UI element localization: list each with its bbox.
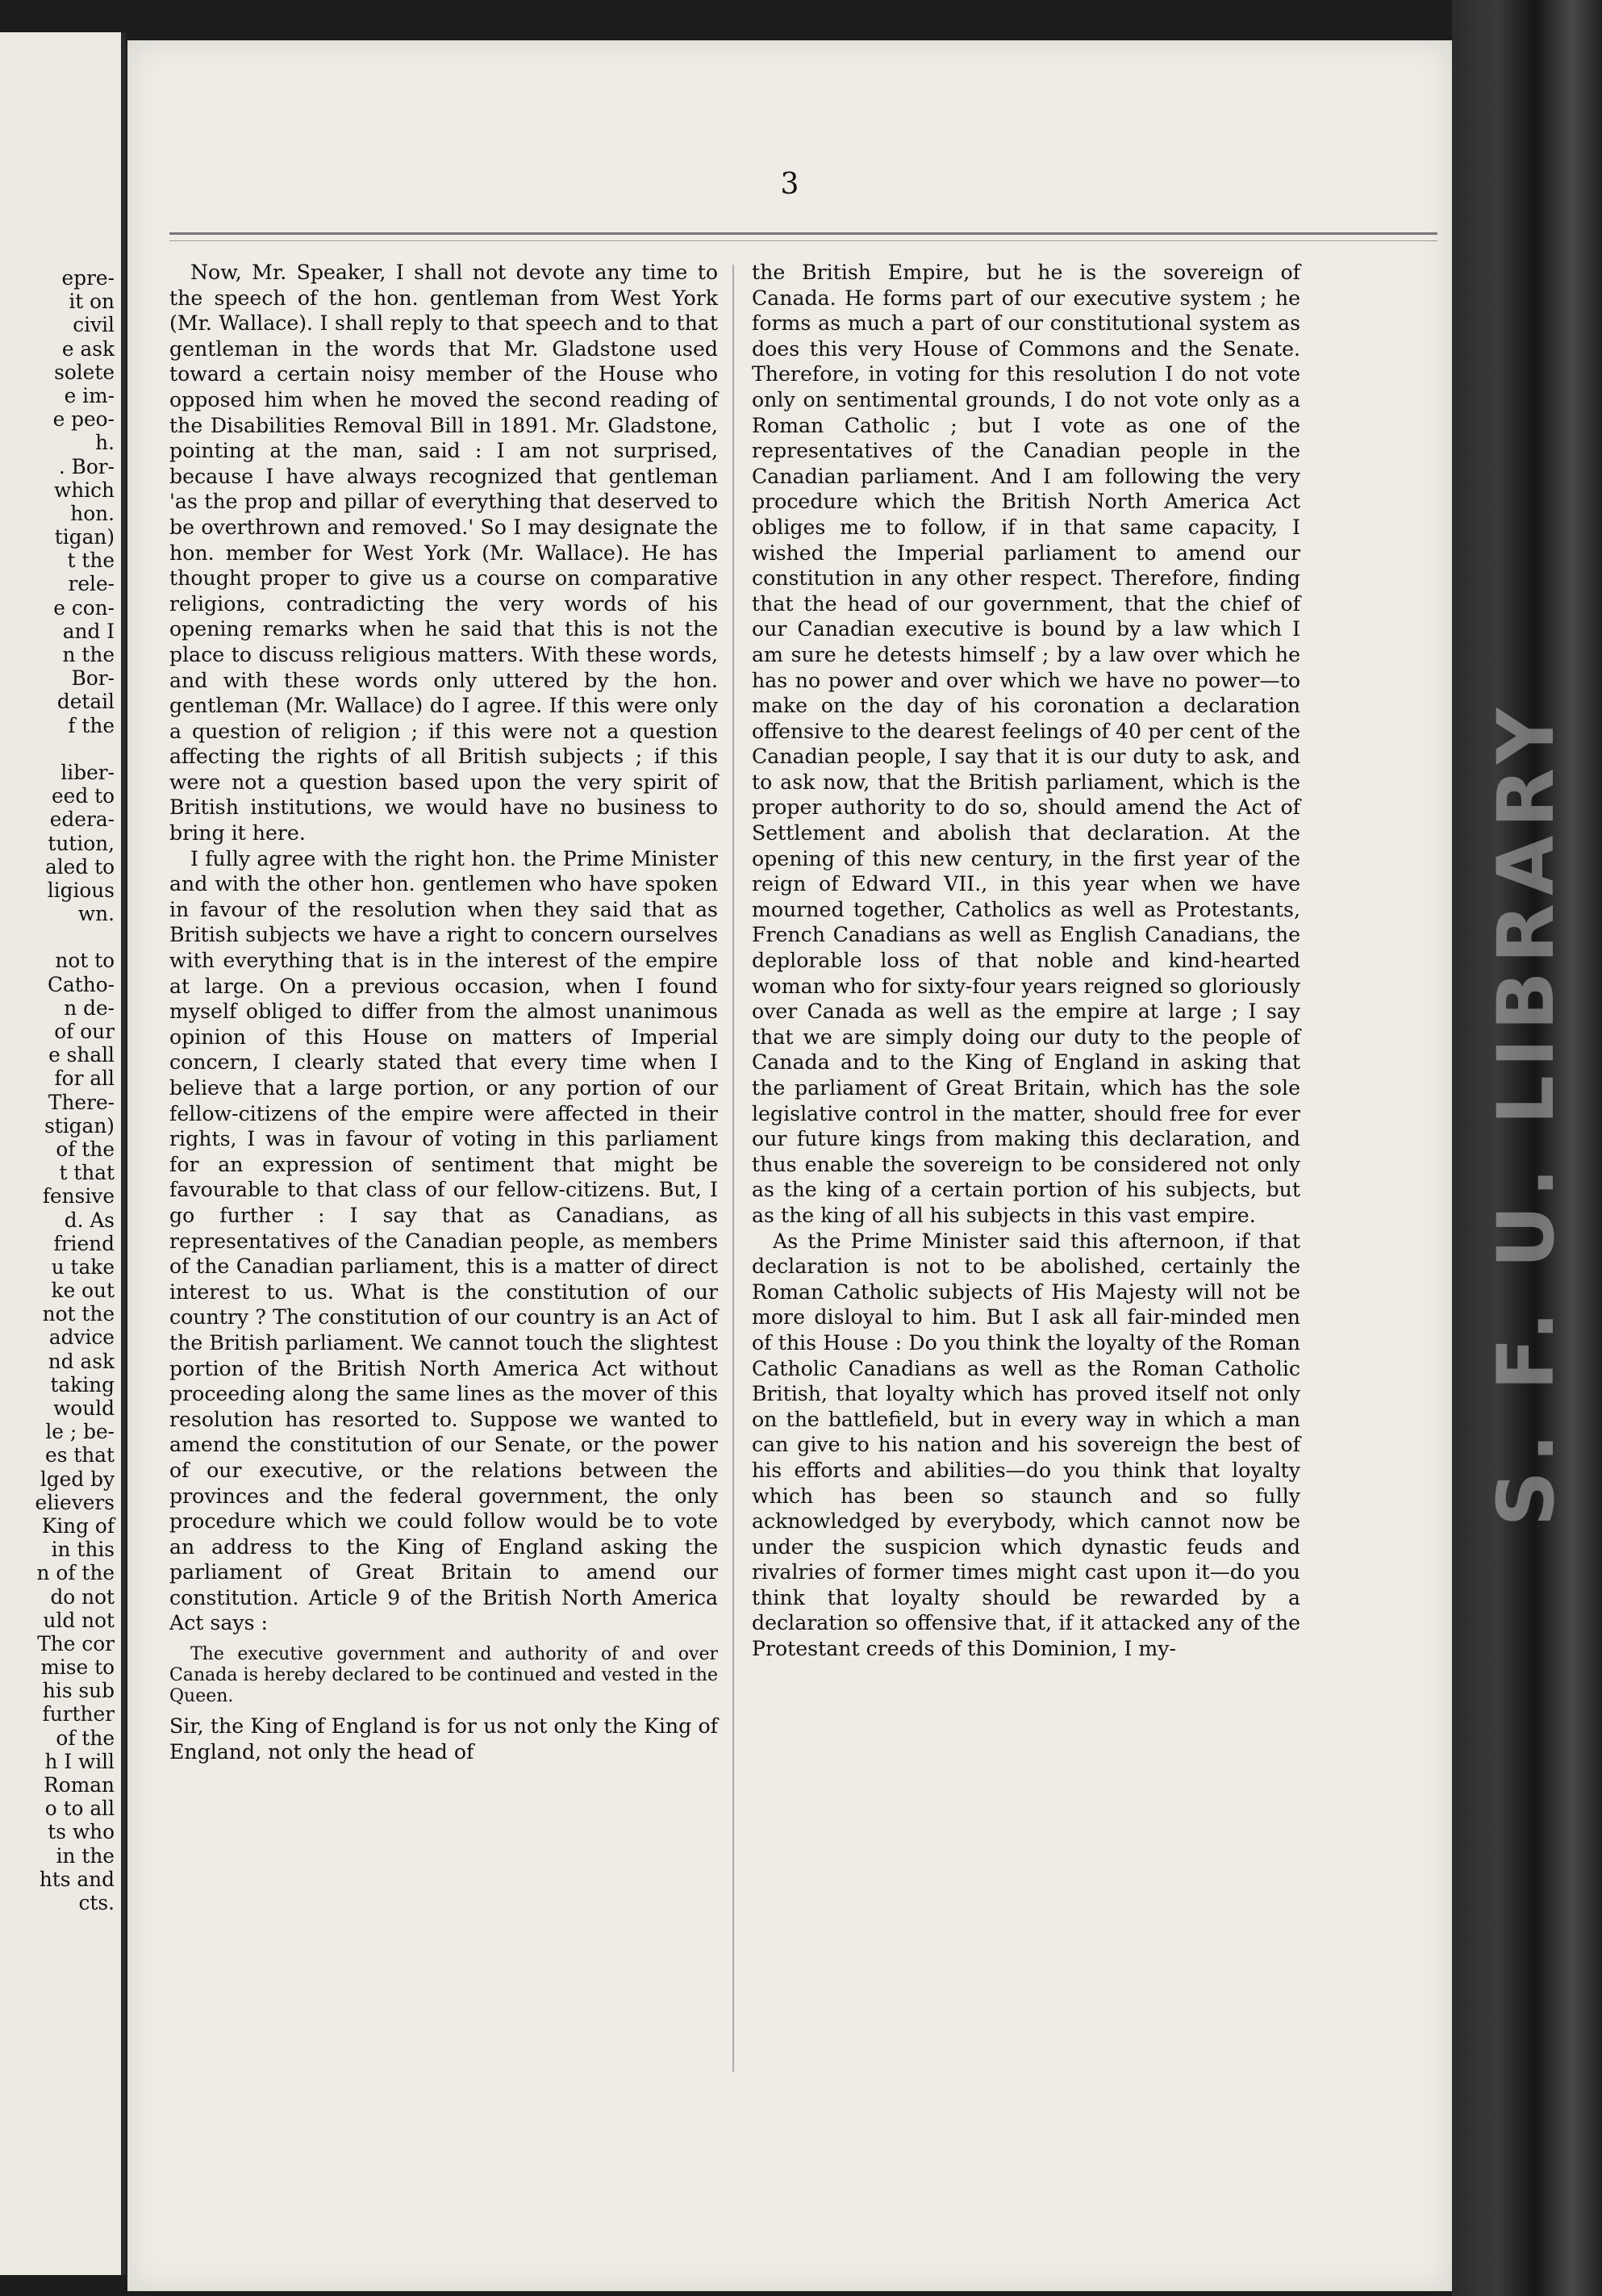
previous-page-line: o to all	[44, 1797, 115, 1821]
previous-page-line: mise to	[40, 1655, 115, 1680]
previous-page-line: wn.	[77, 902, 115, 926]
previous-page-line: nd ask	[48, 1349, 115, 1373]
previous-page-line: es that	[45, 1443, 115, 1467]
previous-page-line: King of	[41, 1513, 115, 1538]
previous-page-line: which	[54, 478, 115, 502]
previous-page-line: detail	[56, 690, 115, 714]
previous-page-edge	[0, 32, 126, 2275]
right-paragraph-1: the British Empire, but he is the sovereign of Canada. He forms part of our executive system ; he forms as much a part of our constitutional system as does this very House of Commons and the Senate. Therefore, in voting for this resolution I do not vote only on sentimental grounds, I do not vote only as a Roman Catholic ; but I vote as one of the representatives of the Canadian people in the Canadian parliament. And I am following the very procedure which the British North America Act obliges me to follow, if in that same capacity, I wished the Imperial parliament to amend our constitution in any other respect. Therefore, finding that the head of our government, that the chief of our Canadian executive is bound by a law which I am sure he detests himself ; by a law over which he has no power and over which we have no power—to make on the day of his coronation a declaration offensive to the dearest feelings of 40 per cent of the Canadian people, I say that it is our duty to ask, and to ask now, that the British parliament, which is the proper authority to do so, should amend the Act of Settlement and abolish that declaration. At the opening of this new century, in the first year of the reign of Edward VII., in this year when we have mourned together, Catholics as well as Protestants, French Canadians as well as English Canadians, the deplorable loss of that noble and kind-hearted woman who for sixty-four years reigned so gloriously over Canada as well as the empire at large ; I say that we are simply doing our duty to the people of Canada and to the King of England in asking that the parliament of Great Britain, which has the sole legislative control in the matter, should free for ever our future kings from making this declaration, and thus enable the sovereign to be considered not only as the king of a certain portion of his subjects, but as the king of all his subjects in this vast empire.	[752, 261, 1300, 1227]
previous-page-line: it on	[69, 290, 115, 314]
previous-page-line: tigan)	[54, 525, 115, 549]
previous-page-line: cts.	[78, 1890, 115, 1914]
previous-page-line: n de-	[64, 996, 115, 1020]
previous-page-line: fensive	[42, 1184, 115, 1209]
previous-page-line: friend	[53, 1231, 115, 1255]
previous-page-line: not the	[42, 1302, 115, 1326]
previous-page-line	[0, 737, 115, 761]
library-stamp-text: S. F. U. LIBRARY	[1481, 699, 1571, 1527]
left-column	[169, 260, 718, 1764]
previous-page-line: e shall	[48, 1043, 115, 1067]
previous-page-line: d. As	[64, 1208, 115, 1232]
previous-page-line: of our	[54, 1020, 115, 1043]
previous-page-line: There-	[48, 1090, 115, 1114]
previous-page-line: tution,	[48, 831, 115, 855]
previous-page-line: Roman	[44, 1773, 115, 1797]
previous-page-line: edera-	[49, 808, 115, 832]
left-quotation: The executive government and authority of and over Canada is hereby declared to be continued and vested in the Queen.	[169, 1644, 718, 1707]
previous-page-line: ligious	[47, 878, 115, 902]
previous-page-line: ke out	[51, 1279, 115, 1303]
header-rule-thin	[169, 240, 1437, 241]
previous-page-line: t that	[59, 1161, 115, 1185]
header-rule	[169, 232, 1437, 235]
previous-page-text-fragments	[0, 266, 115, 1914]
previous-page-line: of the	[56, 1726, 115, 1750]
previous-page-line: for all	[54, 1067, 115, 1091]
column-divider	[732, 265, 734, 2072]
previous-page-line: le ; be-	[45, 1420, 115, 1444]
previous-page-line: civil	[73, 313, 115, 337]
previous-page-line: The cor	[37, 1631, 115, 1655]
library-stamp	[1454, 699, 1599, 1527]
previous-page-line: e ask	[61, 336, 115, 361]
previous-page-line: aled to	[44, 854, 115, 879]
previous-page-line: t the	[67, 549, 115, 573]
previous-page-line: epre-	[61, 266, 115, 290]
previous-page-line	[0, 925, 115, 949]
previous-page-line: his sub	[42, 1679, 115, 1703]
previous-page-line: solete	[54, 360, 115, 384]
previous-page-line: do not	[50, 1584, 115, 1609]
left-paragraph-2: I fully agree with the right hon. the Prime Minister and with the other hon. gentlemen who have spoken in favour of the resolution when they said that as British subjects we have a right to concern ourselves with everything that is in the interest of the empire at large. On a previous occasion, when I found myself obliged to differ from the almost unanimous opinion of this House on matters of Imperial concern, I clearly stated that every time when I believe that a large portion, or any portion of our fellow-citizens of the empire were affected in their rights, I was in favour of voting in this parliament for an expression of sentiment that might be favourable to that class of our fellow-citizens. But, I go further : I say that as Canadians, as representatives of the Canadian people, as members of the Canadian parliament, this is a matter of direct interest to us. What is the constitution of our country ? The constitution of our country is an Act of the British parliament. We cannot touch the slightest portion of the British North America Act without proceeding along the same lines as the mover of this resolution has resorted to. Suppose we wanted to amend the constitution of our Senate, or the power of our executive, or the relations between the provinces and the federal government, the only procedure which we could follow would be to vote an address to the King of England asking the parliament of Great Britain to amend our constitution. Article 9 of the British North America Act says :	[169, 846, 718, 1635]
previous-page-line: Catho-	[48, 972, 115, 996]
previous-page-line: hon.	[70, 501, 115, 525]
previous-page-line: . Bor-	[58, 454, 115, 478]
previous-page-line: elievers	[35, 1490, 115, 1514]
previous-page-line: liber-	[60, 760, 115, 784]
previous-page-line: advice	[48, 1325, 115, 1350]
previous-page-line: eed to	[52, 784, 115, 808]
previous-page-line: e im-	[64, 383, 115, 407]
left-paragraph-1: Now, Mr. Speaker, I shall not devote any time to the speech of the hon. gentleman from West York (Mr. Wallace). I shall reply to that speech and to that gentleman in the words that Mr. Gladstone used toward a certain noisy member of the House who opposed him when he moved the second reading of the Disabilities Removal Bill in 1891. Mr. Gladstone, pointing at the man, said : I am not surprised, because I have always recognized that gentleman 'as the prop and pillar of everything that deserved to be overthrown and removed.' So I may designate the hon. member for West York (Mr. Wallace). He has thought proper to give us a course on comparative religions, contradicting the very words of his opening remarks when he said that this is not the place to discuss religious matters. With these words, and with these words only uttered by the hon. gentleman (Mr. Wallace) do I agree. If this were only a question of religion ; if this were not a question affecting the rights of all British subjects ; if this were not a question based upon the very spirit of British institutions, we would have no business to bring it here.	[169, 261, 718, 845]
previous-page-line: not to	[55, 949, 115, 973]
previous-page-line: further	[42, 1702, 115, 1726]
previous-page-line: Bor-	[71, 666, 115, 691]
previous-page-line: f the	[68, 713, 115, 737]
previous-page-line: h I will	[44, 1749, 115, 1773]
left-paragraph-3: Sir, the King of England is for us not only the King of England, not only the head of	[169, 1714, 718, 1764]
previous-page-line: uld not	[43, 1608, 115, 1632]
previous-page-line: stigan)	[44, 1113, 115, 1138]
right-column	[752, 260, 1300, 1662]
previous-page-line: in the	[56, 1843, 115, 1868]
previous-page-line: n the	[62, 643, 115, 666]
right-paragraph-2: As the Prime Minister said this afternoon, if that declaration is not to be abolished, certainly the Roman Catholic subjects of His Majesty will not be more disloyal to him. But I ask all fair-minded men of this House : Do you think the loyalty of the Roman Catholic Canadians as well as the Roman Catholic British, that loyalty which has proved itself not only on the battlefield, but in every way in which a man can give to his nation and his sovereign the best of his efforts and abilities—do you think that loyalty which has been so staunch and so fully acknowledged by everybody, which cannot now be under the suspicion which dynastic feuds and rivalries of former times might cast upon it—do you think that loyalty should be rewarded by a declaration so offensive that, if it attacked any of the Protestant creeds of this Dominion, I my-	[752, 1229, 1300, 1661]
previous-page-line: h.	[95, 431, 115, 455]
page-number: 3	[780, 168, 799, 201]
previous-page-line: lged by	[40, 1467, 115, 1491]
previous-page-line: and I	[62, 619, 115, 643]
previous-page-line: would	[53, 1396, 115, 1420]
previous-page-line: u take	[51, 1254, 115, 1279]
previous-page-line: ts who	[48, 1820, 115, 1844]
previous-page-line: of the	[56, 1137, 115, 1161]
previous-page-line: in this	[51, 1538, 115, 1562]
previous-page-line: hts and	[39, 1867, 115, 1891]
previous-page-line: rele-	[68, 572, 115, 596]
previous-page-line: taking	[50, 1372, 115, 1396]
previous-page-line: e peo-	[52, 407, 115, 432]
previous-page-line: n of the	[36, 1561, 115, 1585]
document-page	[127, 40, 1452, 2291]
previous-page-line: e con-	[53, 595, 115, 620]
